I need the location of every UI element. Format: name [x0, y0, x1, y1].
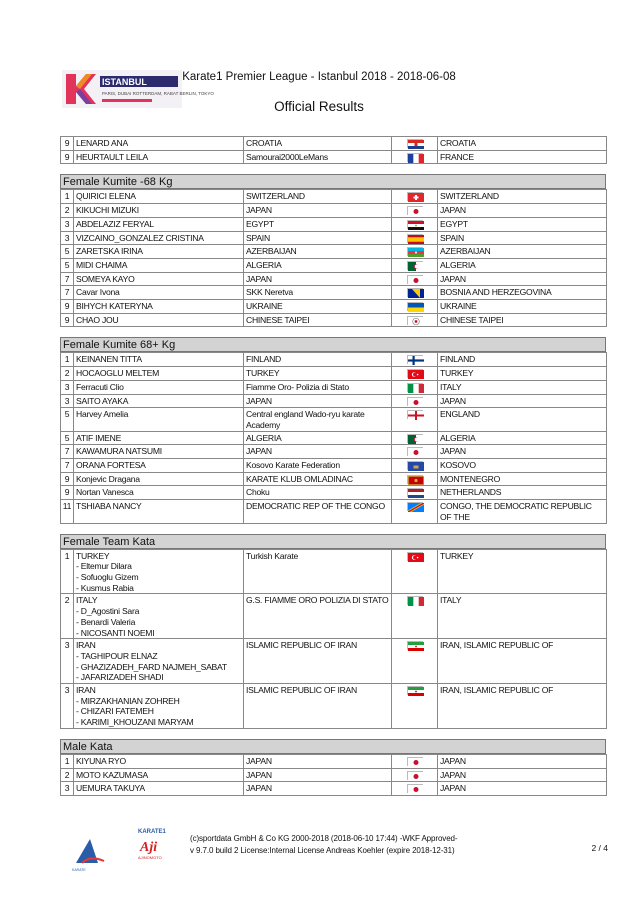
aji-logo-text: Aji [140, 840, 158, 855]
country-cell: JAPAN [438, 394, 607, 408]
rank-cell: 3 [61, 639, 74, 684]
flag-cell [392, 445, 438, 459]
result-row [61, 445, 607, 459]
rank-cell: 9 [61, 150, 74, 164]
competitor-name: SAITO AYAKA [74, 394, 244, 408]
club-cell: AZERBAIJAN [244, 245, 392, 259]
rank-cell: 3 [61, 217, 74, 231]
club-cell: CHINESE TAIPEI [244, 313, 392, 327]
country-cell: ALGERIA [438, 258, 607, 272]
team-name-cell [74, 639, 244, 684]
flag-cell [392, 486, 438, 500]
country-cell: CHINESE TAIPEI [438, 313, 607, 327]
rank-cell: 7 [61, 445, 74, 459]
section-female-team-kata [60, 534, 606, 729]
iran-flag-icon [407, 641, 423, 650]
country-cell: JAPAN [438, 445, 607, 459]
result-row [61, 768, 607, 782]
result-row [61, 408, 607, 431]
competitor-name: LENARD ANA [74, 137, 244, 151]
section-title: Male Kata [60, 739, 606, 754]
rank-cell: 3 [61, 231, 74, 245]
competitor-name: Konjevic Dragana [74, 472, 244, 486]
taipei-flag-icon [407, 316, 423, 325]
team-member: - TAGHIPOUR ELNAZ [76, 650, 158, 661]
country-cell: EGYPT [438, 217, 607, 231]
japan-flag-icon [407, 206, 423, 215]
competitor-name: HOCAOGLU MELTEM [74, 367, 244, 381]
ukraine-flag-icon [407, 302, 423, 311]
kosovo-flag-icon [407, 461, 423, 470]
result-row [61, 782, 607, 796]
club-cell: UKRAINE [244, 300, 392, 314]
club-cell: Choku [244, 486, 392, 500]
flag-cell [392, 286, 438, 300]
team-name-cell [74, 549, 244, 594]
croatia-flag-icon [407, 139, 423, 148]
competitor-name: MIDI CHAIMA [74, 258, 244, 272]
result-row [61, 459, 607, 473]
country-cell: ITALY [438, 594, 607, 639]
japan-flag-icon [407, 784, 423, 793]
result-row [61, 472, 607, 486]
rank-cell: 7 [61, 272, 74, 286]
result-row [61, 286, 607, 300]
result-row [61, 594, 607, 639]
club-cell: KARATE KLUB OMLADINAC [244, 472, 392, 486]
competitor-name: QUIRICI ELENA [74, 190, 244, 204]
team-member: - Benardi Valeria [76, 616, 136, 627]
competitor-name: CHAO JOU [74, 313, 244, 327]
footer-line-1: (c)sportdata GmbH & Co KG 2000-2018 (2018-06-10 17:44) -WKF Approved- [190, 834, 458, 843]
flag-cell [392, 313, 438, 327]
club-cell: CROATIA [244, 137, 392, 151]
result-row [61, 300, 607, 314]
country-cell: IRAN, ISLAMIC REPUBLIC OF [438, 684, 607, 729]
country-cell: ENGLAND [438, 408, 607, 431]
club-cell: JAPAN [244, 204, 392, 218]
flag-cell [392, 594, 438, 639]
result-row [61, 500, 607, 523]
team-member: - Sofuoglu Gizem [76, 571, 139, 582]
club-cell: ISLAMIC REPUBLIC OF IRAN [244, 684, 392, 729]
finland-flag-icon [407, 355, 423, 364]
karate1-logo-text: KARATE1 [138, 829, 166, 835]
result-row [61, 367, 607, 381]
team-member: - GHAZIZADEH_FARD NAJMEH_SABAT [76, 661, 227, 672]
logo-title: ISTANBUL [102, 77, 147, 87]
flag-cell [392, 367, 438, 381]
flag-cell [392, 245, 438, 259]
country-cell: UKRAINE [438, 300, 607, 314]
country-cell: TURKEY [438, 549, 607, 594]
rank-cell: 3 [61, 684, 74, 729]
egypt-flag-icon [407, 220, 423, 229]
rank-cell: 9 [61, 300, 74, 314]
country-cell: AZERBAIJAN [438, 245, 607, 259]
country-cell: JAPAN [438, 204, 607, 218]
italy-flag-icon [407, 383, 423, 392]
rank-cell: 9 [61, 472, 74, 486]
club-cell: ISLAMIC REPUBLIC OF IRAN [244, 639, 392, 684]
section-table [60, 352, 607, 523]
club-cell: SWITZERLAND [244, 190, 392, 204]
club-cell: Kosovo Karate Federation [244, 459, 392, 473]
results-table-top [60, 136, 607, 164]
country-cell: NETHERLANDS [438, 486, 607, 500]
flag-cell [392, 408, 438, 431]
country-cell: FRANCE [438, 150, 607, 164]
competitor-name: ABDELAZIZ FERYAL [74, 217, 244, 231]
congo-flag-icon [407, 502, 423, 511]
competitor-name: MOTO KAZUMASA [74, 768, 244, 782]
flag-cell [392, 639, 438, 684]
rank-cell: 5 [61, 245, 74, 259]
club-cell: JAPAN [244, 754, 392, 768]
team-member: - KARIMI_KHOUZANI MARYAM [76, 717, 194, 728]
rank-cell: 3 [61, 782, 74, 796]
rank-cell: 3 [61, 380, 74, 394]
azerbaijan-flag-icon [407, 247, 423, 256]
competitor-name: TSHIABA NANCY [74, 500, 244, 523]
section-table [60, 189, 607, 327]
aji-logo-sub: AJINOMOTO [138, 855, 162, 860]
competitor-name: ORANA FORTESA [74, 459, 244, 473]
team-member: - Eltemur Dilara [76, 561, 132, 572]
result-row [61, 639, 607, 684]
rank-cell: 7 [61, 286, 74, 300]
country-cell: ITALY [438, 380, 607, 394]
england-flag-icon [407, 410, 423, 419]
flag-cell [392, 768, 438, 782]
flag-cell [392, 217, 438, 231]
result-row [61, 353, 607, 367]
flag-cell [392, 459, 438, 473]
result-row [61, 217, 607, 231]
club-cell: TURKEY [244, 367, 392, 381]
club-cell: FINLAND [244, 353, 392, 367]
section-male-kata [60, 739, 606, 796]
results-content [60, 136, 606, 796]
section-female-kumite-68-kg [60, 337, 606, 523]
turkey-flag-icon [407, 552, 423, 561]
france-flag-icon [407, 153, 423, 162]
flag-cell [392, 272, 438, 286]
result-row [61, 549, 607, 594]
rank-cell: 9 [61, 313, 74, 327]
club-cell: ALGERIA [244, 431, 392, 445]
club-cell: SKK Neretva [244, 286, 392, 300]
rank-cell: 7 [61, 459, 74, 473]
flag-cell [392, 394, 438, 408]
club-cell: G.S. FIAMME ORO POLIZIA DI STATO [244, 594, 392, 639]
sponsor-logos [68, 825, 188, 880]
flag-cell [392, 231, 438, 245]
rank-cell: 5 [61, 431, 74, 445]
flag-cell [392, 380, 438, 394]
flag-cell [392, 150, 438, 164]
competitor-name: ATIF IMENE [74, 431, 244, 445]
algeria-flag-icon [407, 261, 423, 270]
rank-cell: 5 [61, 408, 74, 431]
competitor-name: UEMURA TAKUYA [74, 782, 244, 796]
page-footer [0, 815, 638, 895]
result-row [61, 272, 607, 286]
competitor-name: Ferracuti Clio [74, 380, 244, 394]
turkey-flag-icon [407, 369, 423, 378]
result-row [61, 245, 607, 259]
country-cell: FINLAND [438, 353, 607, 367]
team-name: IRAN [76, 640, 96, 651]
team-member: - MIRZAKHANIAN ZOHREH [76, 695, 180, 706]
country-cell: SWITZERLAND [438, 190, 607, 204]
logo-cities: PARIS, DUBAI ROTTERDAM, RABAT BERLIN, TOKYO [102, 91, 214, 96]
club-cell: JAPAN [244, 445, 392, 459]
result-row [61, 486, 607, 500]
rank-cell: 3 [61, 394, 74, 408]
competitor-name: Nortan Vanesca [74, 486, 244, 500]
flag-cell [392, 782, 438, 796]
bosnia-flag-icon [407, 288, 423, 297]
club-cell: JAPAN [244, 768, 392, 782]
country-cell: IRAN, ISLAMIC REPUBLIC OF [438, 639, 607, 684]
team-name: ITALY [76, 595, 98, 606]
rank-cell: 2 [61, 768, 74, 782]
competitor-name: KIKUCHI MIZUKI [74, 204, 244, 218]
country-cell: TURKEY [438, 367, 607, 381]
team-name: TURKEY [76, 550, 110, 561]
rank-cell: 2 [61, 204, 74, 218]
italy-flag-icon [407, 596, 423, 605]
flag-cell [392, 684, 438, 729]
flag-cell [392, 300, 438, 314]
country-cell: MONTENEGRO [438, 472, 607, 486]
club-cell: EGYPT [244, 217, 392, 231]
club-cell: Central england Wado-ryu karate Academy [244, 408, 392, 431]
page-title: Karate1 Premier League - Istanbul 2018 - 2018-06-08 [182, 71, 456, 83]
result-row [61, 204, 607, 218]
result-row [61, 190, 607, 204]
country-cell: CONGO, THE DEMOCRATIC REPUBLIC OF THE [438, 500, 607, 523]
page-number: 2 / 4 [591, 843, 608, 853]
team-member: - NICOSANTI NOEMI [76, 627, 155, 638]
spain-flag-icon [407, 234, 423, 243]
club-cell: JAPAN [244, 394, 392, 408]
competitor-name: Harvey Amelia [74, 408, 244, 431]
competitor-name: VIZCAINO_GONZALEZ CRISTINA [74, 231, 244, 245]
competitor-name: Cavar Ivona [74, 286, 244, 300]
montenegro-flag-icon [407, 475, 423, 484]
competitor-name: HEURTAULT LEILA [74, 150, 244, 164]
section-title: Female Kumite 68+ Kg [60, 337, 606, 352]
country-cell: KOSOVO [438, 459, 607, 473]
section-title: Female Kumite -68 Kg [60, 174, 606, 189]
rank-cell: 2 [61, 594, 74, 639]
club-cell: Samourai2000LeMans [244, 150, 392, 164]
result-row [61, 684, 607, 729]
club-cell: JAPAN [244, 272, 392, 286]
svg-text:KARATE: KARATE [72, 868, 86, 872]
flag-cell [392, 137, 438, 151]
rank-cell: 1 [61, 353, 74, 367]
result-row [61, 380, 607, 394]
result-row [61, 754, 607, 768]
team-member: - Kusmus Rabia [76, 582, 134, 593]
result-row [61, 394, 607, 408]
flag-cell [392, 204, 438, 218]
result-row [61, 431, 607, 445]
club-cell: ALGERIA [244, 258, 392, 272]
page-header [0, 0, 638, 120]
algeria-flag-icon [407, 434, 423, 443]
country-cell: ALGERIA [438, 431, 607, 445]
team-member: - JAFARIZADEH SHADI [76, 672, 164, 683]
rank-cell: 1 [61, 754, 74, 768]
country-cell: JAPAN [438, 768, 607, 782]
rank-cell: 9 [61, 137, 74, 151]
team-name-cell [74, 684, 244, 729]
country-cell: JAPAN [438, 782, 607, 796]
japan-flag-icon [407, 397, 423, 406]
rank-cell: 1 [61, 549, 74, 594]
competitor-name: BIHYCH KATERYNA [74, 300, 244, 314]
section-table [60, 549, 607, 729]
result-row [61, 231, 607, 245]
netherlands-flag-icon [407, 488, 423, 497]
section-title: Female Team Kata [60, 534, 606, 549]
club-cell: JAPAN [244, 782, 392, 796]
footer-license-text [190, 833, 457, 857]
country-cell: JAPAN [438, 272, 607, 286]
japan-flag-icon [407, 757, 423, 766]
flag-cell [392, 258, 438, 272]
rank-cell: 5 [61, 258, 74, 272]
page-subtitle: Official Results [274, 99, 364, 114]
flag-cell [392, 500, 438, 523]
country-cell: JAPAN [438, 754, 607, 768]
club-cell: Turkish Karate [244, 549, 392, 594]
flag-cell [392, 472, 438, 486]
result-row [61, 137, 607, 151]
flag-cell [392, 353, 438, 367]
section-table [60, 754, 607, 796]
club-cell: SPAIN [244, 231, 392, 245]
country-cell: BOSNIA AND HERZEGOVINA [438, 286, 607, 300]
result-row [61, 313, 607, 327]
competitor-name: SOMEYA KAYO [74, 272, 244, 286]
section-female-kumite-68-kg [60, 174, 606, 327]
team-member: - CHIZARI FATEMEH [76, 706, 154, 717]
japan-flag-icon [407, 447, 423, 456]
competitor-name: KAWAMURA NATSUMI [74, 445, 244, 459]
club-cell: Fiamme Oro- Polizia di Stato [244, 380, 392, 394]
japan-flag-icon [407, 275, 423, 284]
result-row [61, 150, 607, 164]
flag-cell [392, 431, 438, 445]
result-row [61, 258, 607, 272]
footer-line-2: v 9.7.0 build 2 License:Internal License Andreas Koehler (expire 2018-12-31) [190, 846, 455, 855]
japan-flag-icon [407, 771, 423, 780]
rank-cell: 11 [61, 500, 74, 523]
iran-flag-icon [407, 686, 423, 695]
flag-cell [392, 190, 438, 204]
country-cell: SPAIN [438, 231, 607, 245]
country-cell: CROATIA [438, 137, 607, 151]
competitor-name: ZARETSKA IRINA [74, 245, 244, 259]
rank-cell: 1 [61, 190, 74, 204]
rank-cell: 2 [61, 367, 74, 381]
team-member: - D_Agostini Sara [76, 606, 140, 617]
flag-cell [392, 549, 438, 594]
switzerland-flag-icon [407, 192, 423, 201]
team-name-cell [74, 594, 244, 639]
competitor-name: KEINANEN TITTA [74, 353, 244, 367]
club-cell: DEMOCRATIC REP OF THE CONGO [244, 500, 392, 523]
team-name: IRAN [76, 685, 96, 696]
rank-cell: 9 [61, 486, 74, 500]
flag-cell [392, 754, 438, 768]
competitor-name: KIYUNA RYO [74, 754, 244, 768]
